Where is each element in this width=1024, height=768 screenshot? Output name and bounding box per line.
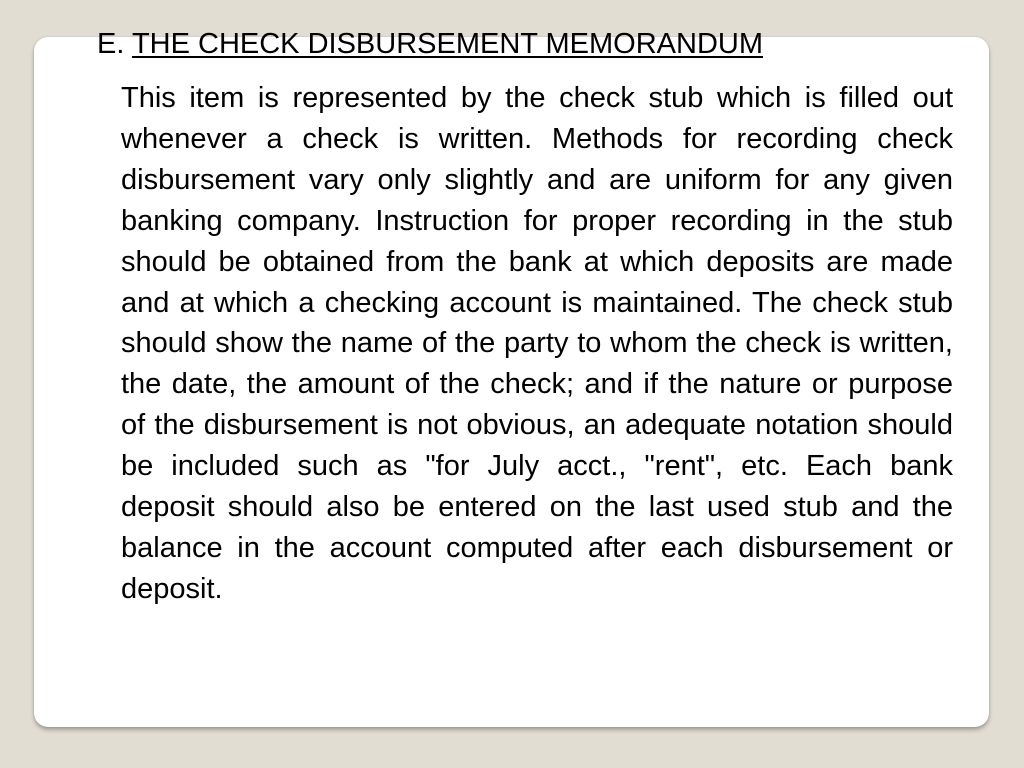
slide-heading [97, 26, 763, 62]
heading-title: THE CHECK DISBURSEMENT MEMORANDUM [131, 28, 764, 60]
body-paragraph: This item is represented by the check stub which is filled out whenever a check is written. Methods for recording check disbursement vary only slightly and are uniform for any given banking company. Instruction for proper recording in the stub should be obtained from the bank at which deposits are made and at which a checking account is maintained. The check stub should show the name of the party to whom the check is written, the date, the amount of the check; and if the nature or purpose of the disbursement is not obvious, an adequate notation should be included such as "for July acct., "rent", etc. Each bank deposit should also be entered on the last used stub and the balance in the account computed after each disbursement or deposit. [121, 82, 953, 605]
heading-prefix: E. [97, 28, 125, 60]
